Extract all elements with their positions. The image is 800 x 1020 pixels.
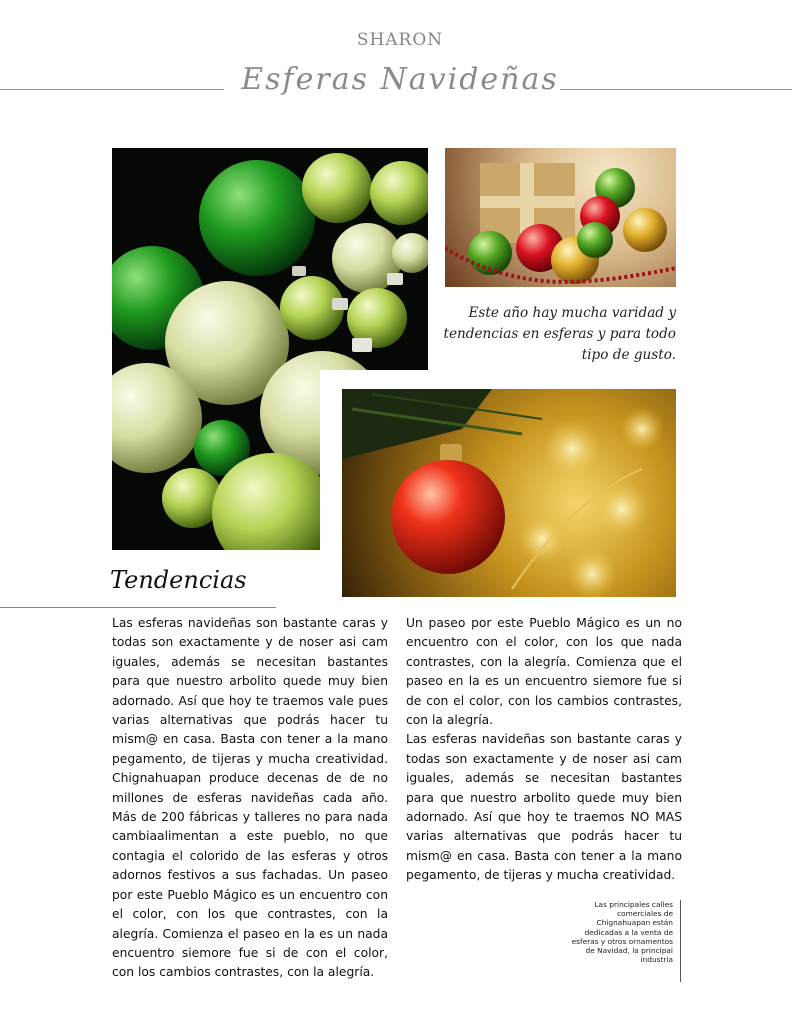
article-paragraph: Las esferas navideñas son bastante caras y todas son exactamente y de noser asi cam iguales, además se necesitan bastantes para que nuestro arbolito quede muy bien adornado. Así que hoy te traemos NO MAS varias alternativas que podrás hacer tu mism@ en casa. Basta con tener a la mano pegamento, de tijeras y mucha creatividad. xyxy=(406,732,682,883)
photo-caption: Las principales calles comerciales de Chignahuapan están dedicadas a la venta de esferas y otros ornamentos de Navidad, la principal industria xyxy=(571,900,673,965)
article-column-right xyxy=(406,614,682,886)
article-paragraph: Las esferas navideñas son bastante caras y todas son exactamente y de noser asi cam iguales, además se necesitan bastantes para que nuestro arbolito quede muy bien adornado. Así que hoy te traemos vale pues varias alternativas que podrás hacer tu mism@ en casa. Basta con tener a la mano pegamento, de tijeras y mucha creatividad. Chignahuapan produce decenas de de no millones de esferas navideñas cada año. Más de 200 fábricas y talleres no para nada cambiaalimentan a este pueblo, no que contagia el colorido de las esferas y otros adornos festivos a sus fachadas. Un paseo por este Pueblo Mágico es un encuentro con el color, con los que contrastes, con la alegría. Comienza el paseo en la es un nada encuentro siemore fue si de con el color, con los cambios contrastes, con la alegría. xyxy=(112,616,388,980)
section-rule xyxy=(0,607,276,608)
article-paragraph: Un paseo por este Pueblo Mágico es un no encuentro con el color, con los que nada contrastes, con la alegría. Comienza que el paseo en la es un encuentro siemore fue si de con el color, con los cambios contrastes, con la alegría. xyxy=(406,616,682,728)
title-rule-right xyxy=(560,89,792,90)
page-title: Esferas Navideñas xyxy=(241,62,559,97)
pull-quote: Este año hay mucha varidad y tendencias en esferas y para todo tipo de gusto. xyxy=(443,305,676,363)
caption-rule xyxy=(680,900,681,982)
section-heading: Tendencias xyxy=(110,566,247,594)
magazine-brand: SHARON xyxy=(356,30,444,50)
red-ornament-photo xyxy=(342,389,676,597)
gift-ornaments-photo xyxy=(445,148,676,287)
article-column-left xyxy=(112,614,388,983)
